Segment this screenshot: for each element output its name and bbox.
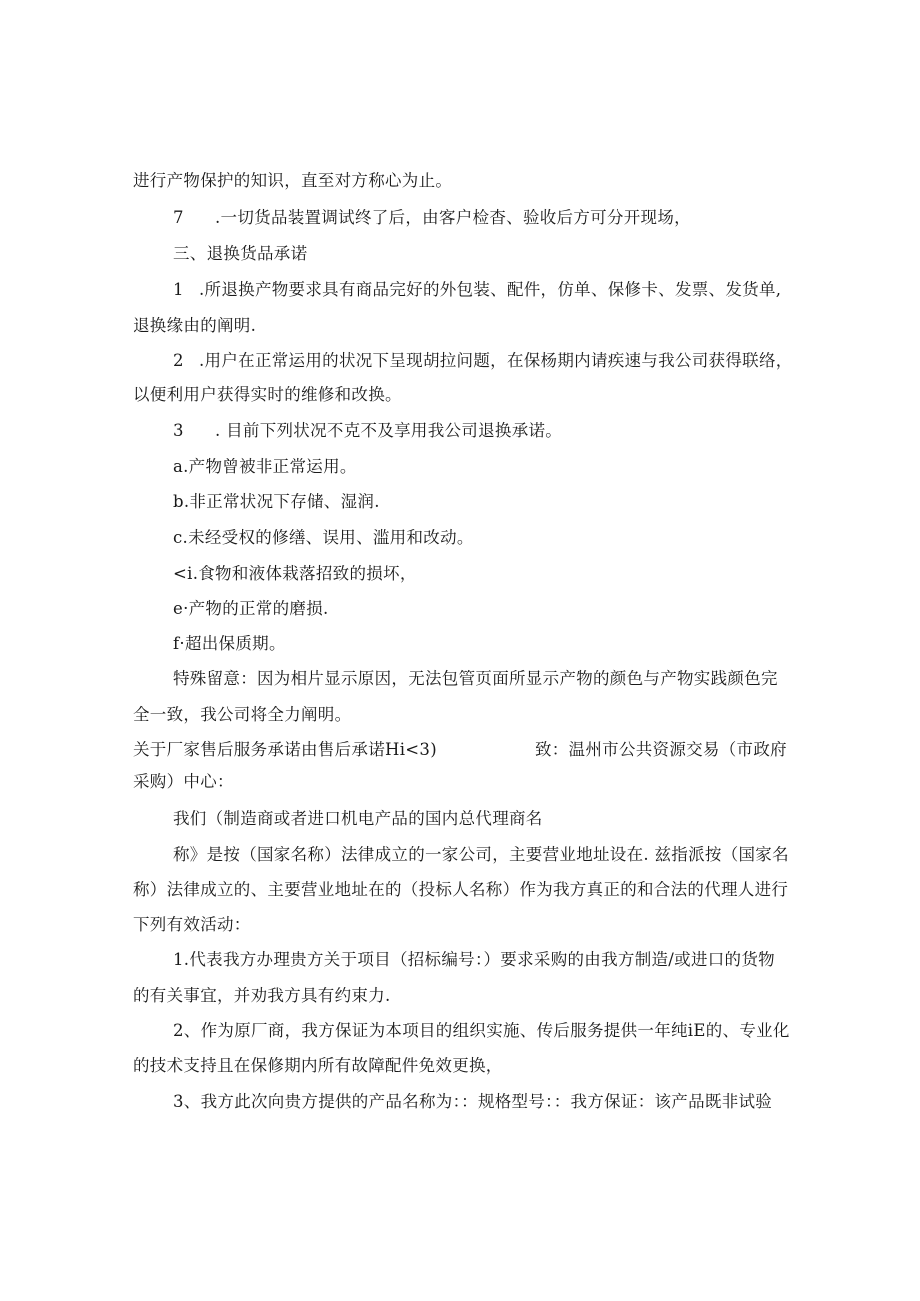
rule-1-continuation: 退换缘由的阐明. (133, 316, 257, 335)
clause-2-line-1: 2、作为原厂商，我方保证为本项目的组织实施、传后服务提供一年纯iE的、专业化 (173, 1021, 790, 1040)
paragraph-1: 我们（制造商或者进口机电产品的国内总代理商名 (173, 809, 543, 828)
rule-3-number: 3 (173, 421, 184, 440)
item-7-number: 7 (173, 208, 184, 227)
list-item-c: c.未经受权的修缮、误用、滥用和改动。 (173, 528, 474, 547)
clause-2-line-2: 的技术支持且在保修期内所有故障配件免效更换， (133, 1056, 503, 1075)
rule-3-text: . 目前下列状况不克不及享用我公司退换承诺。 (215, 421, 563, 440)
item-7-text: .一切货品装置调试终了后，由客户检杳、验收后方可分开现场， (215, 208, 691, 227)
list-item-a: a.产物曾被非正常运用。 (173, 457, 357, 476)
rule-2 (173, 350, 793, 372)
section-heading: 三、退换货品承诺 (173, 244, 308, 263)
item-7 (173, 207, 691, 229)
list-item-f: f·超出保质期。 (173, 634, 286, 653)
letter-heading (133, 739, 787, 761)
paragraph-2-line-1: 称》是按（国家名称）法律成立的一家公司，主要营业地址设在. 兹指派按（国家名 (173, 845, 789, 864)
paragraph-2-line-2: 称）法律成立的、主要营业地址在的（投标人名称）作为我方真正的和合法的代理人进行 (133, 880, 789, 899)
rule-1-number: 1 (173, 280, 184, 299)
rule-2-number: 2 (173, 351, 184, 370)
clause-1-line-1: 1.代表我方办理贵方关于项目（招标编号：）要求采购的由我方制造/或进口的货物 (173, 950, 775, 969)
paragraph-2-line-3: 下列有效活动： (133, 915, 251, 934)
note-line-1: 特殊留意：因为相片显示原因，无法包管页面所显示产物的颜色与产物实践颜色完 (173, 669, 778, 688)
rule-3 (173, 420, 562, 442)
rule-1 (173, 279, 781, 301)
letter-heading-left: 关于厂家售后服务承诺由售后承诺Hi<3) (133, 740, 437, 759)
list-item-e: e·产物的正常的磨损. (173, 599, 329, 618)
letter-heading-line-2: 采购）中心： (133, 772, 234, 791)
list-item-d: <i.食物和液体栽落招致的损坏， (173, 564, 417, 583)
letter-heading-right: 致：温州市公共资源交易（市政府 (534, 740, 787, 759)
clause-3-line-1: 3、我方此次向贵方提供的产品名称为：：规格型号：：我方保证：该产品既非试验 (173, 1092, 773, 1111)
rule-1-text: .所退换产物要求具有商品完好的外包装、配件，仿单、保修卡、发票、发货单, (199, 280, 782, 299)
rule-2-text: .用户在正常运用的状况下呈现胡拉问题，在保杨期内请疾速与我公司获得联络， (199, 351, 793, 370)
clause-1-line-2: 的有关事宜，并劝我方具有约束力. (133, 986, 391, 1005)
continuation-line: 进行产物保护的知识，直至对方称心为止。 (133, 171, 453, 190)
note-line-2: 全一致，我公司将全力阐明。 (133, 705, 352, 724)
rule-2-continuation: 以便利用户获得实时的维修和改换。 (133, 385, 402, 404)
list-item-b: b.非正常状况下存储、湿润. (173, 492, 380, 511)
